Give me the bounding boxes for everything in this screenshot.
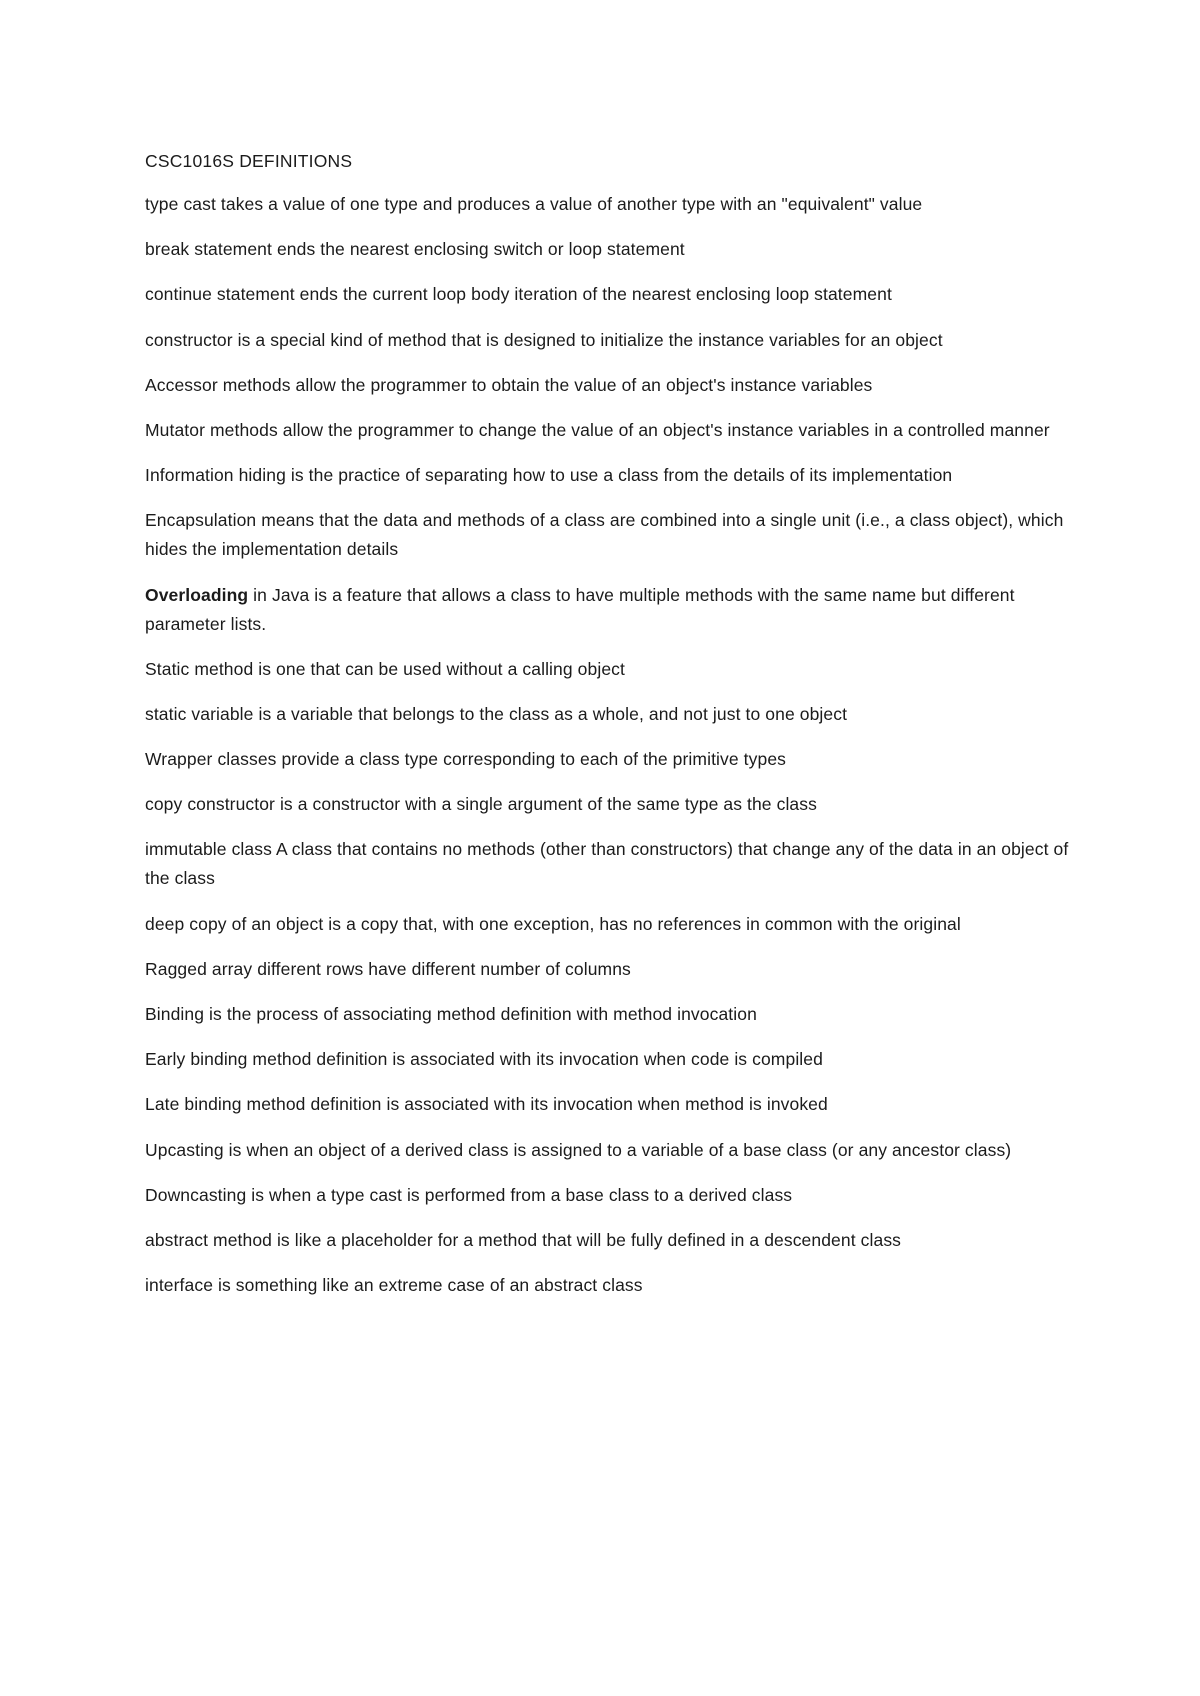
definition-text: Information hiding is the practice of separating how to use a class from the details of its implementation [145, 465, 953, 486]
definition-item [145, 235, 1080, 264]
definition-item [145, 280, 1080, 309]
definition-item [145, 1090, 1080, 1119]
definition-text: constructor is a special kind of method that is designed to initialize the instance variables for an object [145, 329, 943, 350]
definition-text: Mutator methods allow the programmer to change the value of an object's instance variables in a controlled manner [145, 419, 1050, 440]
definition-item [145, 371, 1080, 400]
definition-text: type cast takes a value of one type and produces a value of another type with an "equivalent" value [145, 194, 923, 214]
definition-text: Static method is one that can be used without a calling object [145, 658, 625, 679]
definition-item [145, 461, 1080, 490]
definition-text: Encapsulation means that the data and methods of a class are combined into a single unit (i.e., a class object), which hides the implementation details [145, 510, 1064, 560]
definition-item [145, 506, 1080, 564]
definition-item [145, 581, 1080, 639]
definition-item [145, 745, 1080, 774]
definition-text: Wrapper classes provide a class type corresponding to each of the primitive types [145, 749, 787, 770]
definition-text: in Java is a feature that allows a class to have multiple methods with the same name but different parameter lists. [145, 584, 1015, 634]
definition-text: Accessor methods allow the programmer to obtain the value of an object's instance variables [145, 374, 873, 395]
definition-text: continue statement ends the current loop body iteration of the nearest enclosing loop statement [145, 284, 892, 305]
definition-text: Binding is the process of associating method definition with method invocation [145, 1004, 757, 1024]
definition-item [145, 1271, 1080, 1300]
definition-item [145, 910, 1080, 939]
definition-text: static variable is a variable that belongs to the class as a whole, and not just to one object [145, 703, 848, 724]
definition-item [145, 1181, 1080, 1210]
definition-text: interface is something like an extreme case of an abstract class [145, 1275, 643, 1296]
definition-text: Early binding method definition is associated with its invocation when code is compiled [145, 1049, 823, 1070]
definition-item [145, 835, 1080, 893]
page-title: CSC1016S DEFINITIONS [145, 151, 353, 171]
definition-text: Upcasting is when an object of a derived class is assigned to a variable of a base class (or any ancestor class) [145, 1139, 1012, 1160]
definition-item [145, 190, 1080, 219]
definition-text: Downcasting is when a type cast is performed from a base class to a derived class [145, 1184, 793, 1205]
definition-item [145, 700, 1080, 729]
definition-item [145, 790, 1080, 819]
definition-text: deep copy of an object is a copy that, with one exception, has no references in common with the original [145, 913, 961, 934]
definition-item [145, 1000, 1080, 1029]
definitions-list [145, 190, 1080, 1300]
definition-term: Overloading [145, 584, 249, 605]
definition-item [145, 1045, 1080, 1074]
definition-item [145, 1136, 1080, 1165]
definition-text: abstract method is like a placeholder for a method that will be fully defined in a descendent class [145, 1229, 902, 1250]
definition-item [145, 1226, 1080, 1255]
definition-text: Late binding method definition is associated with its invocation when method is invoked [145, 1094, 828, 1115]
definition-item [145, 955, 1080, 984]
definition-item [145, 655, 1080, 684]
definition-text: immutable class A class that contains no methods (other than constructors) that change any of the data in an object of the class [145, 839, 1069, 889]
definition-item [145, 416, 1080, 445]
definition-text: Ragged array different rows have different number of columns [145, 958, 631, 979]
definition-text: copy constructor is a constructor with a single argument of the same type as the class [145, 794, 817, 815]
definition-item [145, 326, 1080, 355]
definition-text: break statement ends the nearest enclosing switch or loop statement [145, 239, 685, 260]
